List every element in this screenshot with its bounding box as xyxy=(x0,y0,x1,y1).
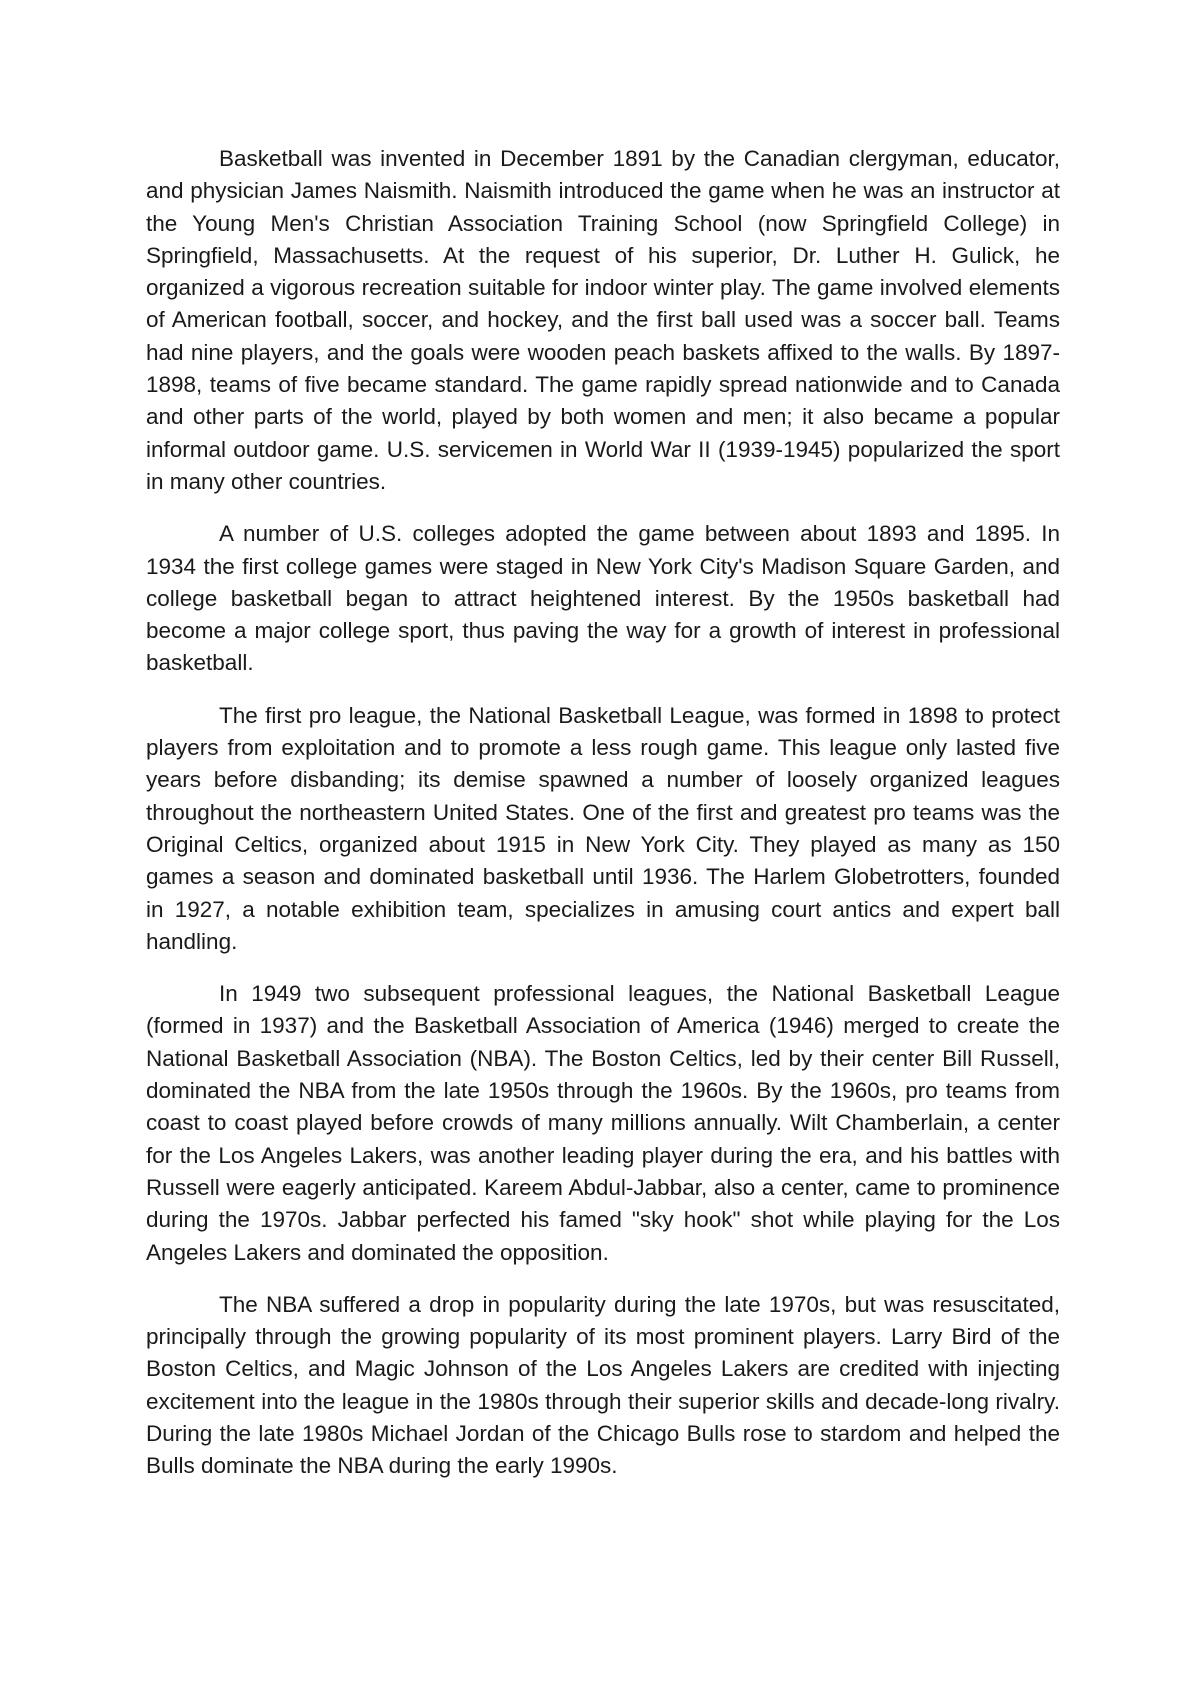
paragraph-college-adoption: A number of U.S. colleges adopted the game between about 1893 and 1895. In 1934 the first college games were staged in New York City's Madison Square Garden, and college basketball began to attract heightened interest. By the 1950s basketball had become a major college sport, thus paving the way for a growth of interest in professional basketball. xyxy=(146,521,1060,676)
paragraph-nba-revival: The NBA suffered a drop in popularity during the late 1970s, but was resuscitated, principally through the growing popularity of its most prominent players. Larry Bird of the Boston Celtics, and Magic Johnson of the Los Angeles Lakers are credited with injecting excitement into the league in the 1980s through their superior skills and decade-long rivalry. During the late 1980s Michael Jordan of the Chicago Bulls rose to stardom and helped the Bulls dominate the NBA during the early 1990s. xyxy=(146,1291,1060,1479)
paragraph-nba-formation: In 1949 two subsequent professional leagues, the National Basketball League (formed in 1937) and the Basketball Association of America (1946) merged to create the National Basketball Association (NBA). The Boston Celtics, led by their center Bill Russell, dominated the NBA from the late 1950s through the 1960s. By the 1960s, pro teams from coast to coast played before crowds of many millions annually. Wilt Chamberlain, a center for the Los Angeles Lakers, was another leading player during the era, and his battles with Russell were eagerly anticipated. Kareem Abdul-Jabbar, also a center, came to prominence during the 1970s. Jabbar perfected his famed "sky hook" shot while playing for the Los Angeles Lakers and dominated the opposition. xyxy=(146,981,1060,1265)
paragraph-first-pro-league: The first pro league, the National Basketball League, was formed in 1898 to protect players from exploitation and to promote a less rough game. This league only lasted five years before disbanding; its demise spawned a number of loosely organized leagues throughout the northeastern United States. One of the first and greatest pro teams was the Original Celtics, organized about 1915 in New York City. They played as many as 150 games a season and dominated basketball until 1936. The Harlem Globetrotters, founded in 1927, a notable exhibition team, specializes in amusing court antics and expert ball handling. xyxy=(146,702,1060,954)
paragraph-invention: Basketball was invented in December 1891 by the Canadian clergyman, educator, and physician James Naismith. Naismith introduced the game when he was an instructor at the Young Men's Christian Association Training School (now Springfield College) in Springfield, Massachusetts. At the request of his superior, Dr. Luther H. Gulick, he organized a vigorous recreation suitable for indoor winter play. The game involved elements of American football, soccer, and hockey, and the first ball used was a soccer ball. Teams had nine players, and the goals were wooden peach baskets affixed to the walls. By 1897-1898, teams of five became standard. The game rapidly spread nationwide and to Canada and other parts of the world, played by both women and men; it also became a popular informal outdoor game. U.S. servicemen in World War II (1939-1945) popularized the sport in many other countries. xyxy=(146,146,1060,494)
document-body xyxy=(146,143,1060,1503)
